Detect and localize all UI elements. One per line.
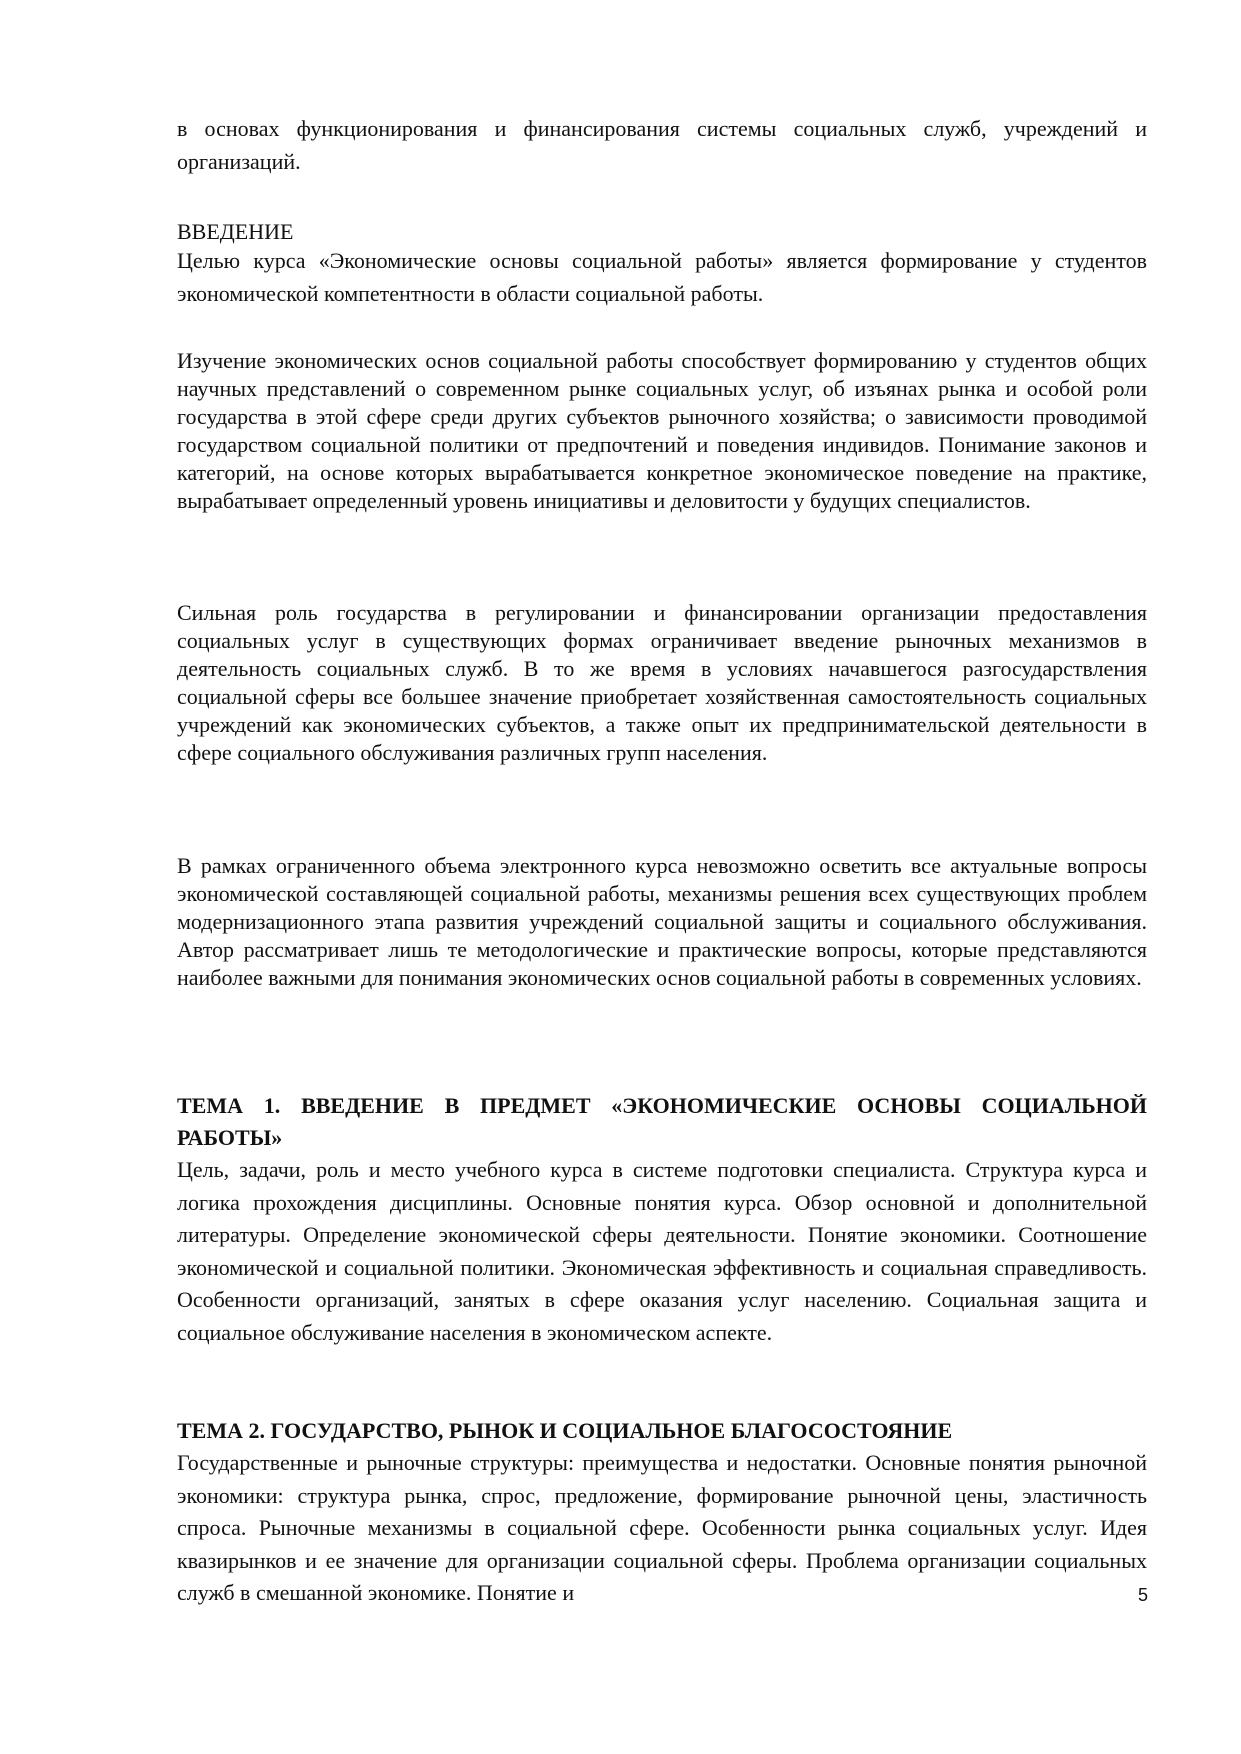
opening-paragraph: в основах функционирования и финансирования системы социальных служб, учреждений и организаций.	[177, 116, 1147, 174]
introduction-heading: ВВЕДЕНИЕ	[177, 219, 294, 244]
page-number: 5	[1137, 1585, 1148, 1605]
topic-2-title: ТЕМА 2. ГОСУДАРСТВО, РЫНОК И СОЦИАЛЬНОЕ БЛАГОСОСТОЯНИЕ	[177, 1418, 953, 1443]
topic-2-body: Государственные и рыночные структуры: преимущества и недостатки. Основные понятия рыночной экономики: структура рынка, спрос, предложение, формирование рыночной цены, эластичность спроса. Рыночные механизмы в социальной сфере. Особенности рынка социальных услуг. Идея квазирынков и ее значение для организации социальной сферы. Проблема организации социальных служб в смешанной экономике. Понятие и	[177, 1450, 1147, 1605]
topic-1-title: ТЕМА 1. ВВЕДЕНИЕ В ПРЕДМЕТ «ЭКОНОМИЧЕСКИЕ ОСНОВЫ СОЦИАЛЬНОЙ РАБОТЫ»	[177, 1093, 1147, 1150]
topic-1-body: Цель, задачи, роль и место учебного курса в системе подготовки специалиста. Структура курса и логика прохождения дисциплины. Основные понятия курса. Обзор основной и дополнительной литературы. Определение экономической сферы деятельности. Понятие экономики. Соотношение экономической и социальной политики. Экономическая эффективность и социальная справедливость. Особенности организаций, занятых в сфере оказания услуг населению. Социальная защита и социальное обслуживание населения в экономическом аспекте.	[177, 1157, 1147, 1345]
intro-paragraph-state-role: Сильная роль государства в регулировании и финансировании организации предоставления социальных услуг в существующих формах ограничивает введение рыночных механизмов в деятельность социальных служб. В то же время в условиях начавшегося разгосударствления социальной сферы все большее значение приобретает хозяйственная самостоятельность социальных учреждений как экономических субъектов, а также опыт их предпринимательской деятельности в сфере социального обслуживания различных групп населения.	[177, 600, 1147, 765]
intro-paragraph-goal: Целью курса «Экономические основы социальной работы» является формирование у студентов экономической компетентности в области социальной работы.	[177, 248, 1147, 306]
intro-paragraph-scope: В рамках ограниченного объема электронного курса невозможно осветить все актуальные вопросы экономической составляющей социальной работы, механизмы решения всех существующих проблем модернизационного этапа развития учреждений социальной защиты и социального обслуживания. Автор рассматривает лишь те методологические и практические вопросы, которые представляются наиболее важными для понимания экономических основ социальной работы в современных условиях.	[177, 853, 1147, 990]
intro-paragraph-study: Изучение экономических основ социальной работы способствует формированию у студентов общих научных представлений о современном рынке социальных услуг, об изъянах рынка и особой роли государства в этой сфере среди других субъектов рыночного хозяйства; о зависимости проводимой государством социальной политики от предпочтений и поведения индивидов. Понимание законов и категорий, на основе которых вырабатывается конкретное экономическое поведение на практике, вырабатывает определенный уровень инициативы и деловитости у будущих специалистов.	[177, 348, 1147, 513]
